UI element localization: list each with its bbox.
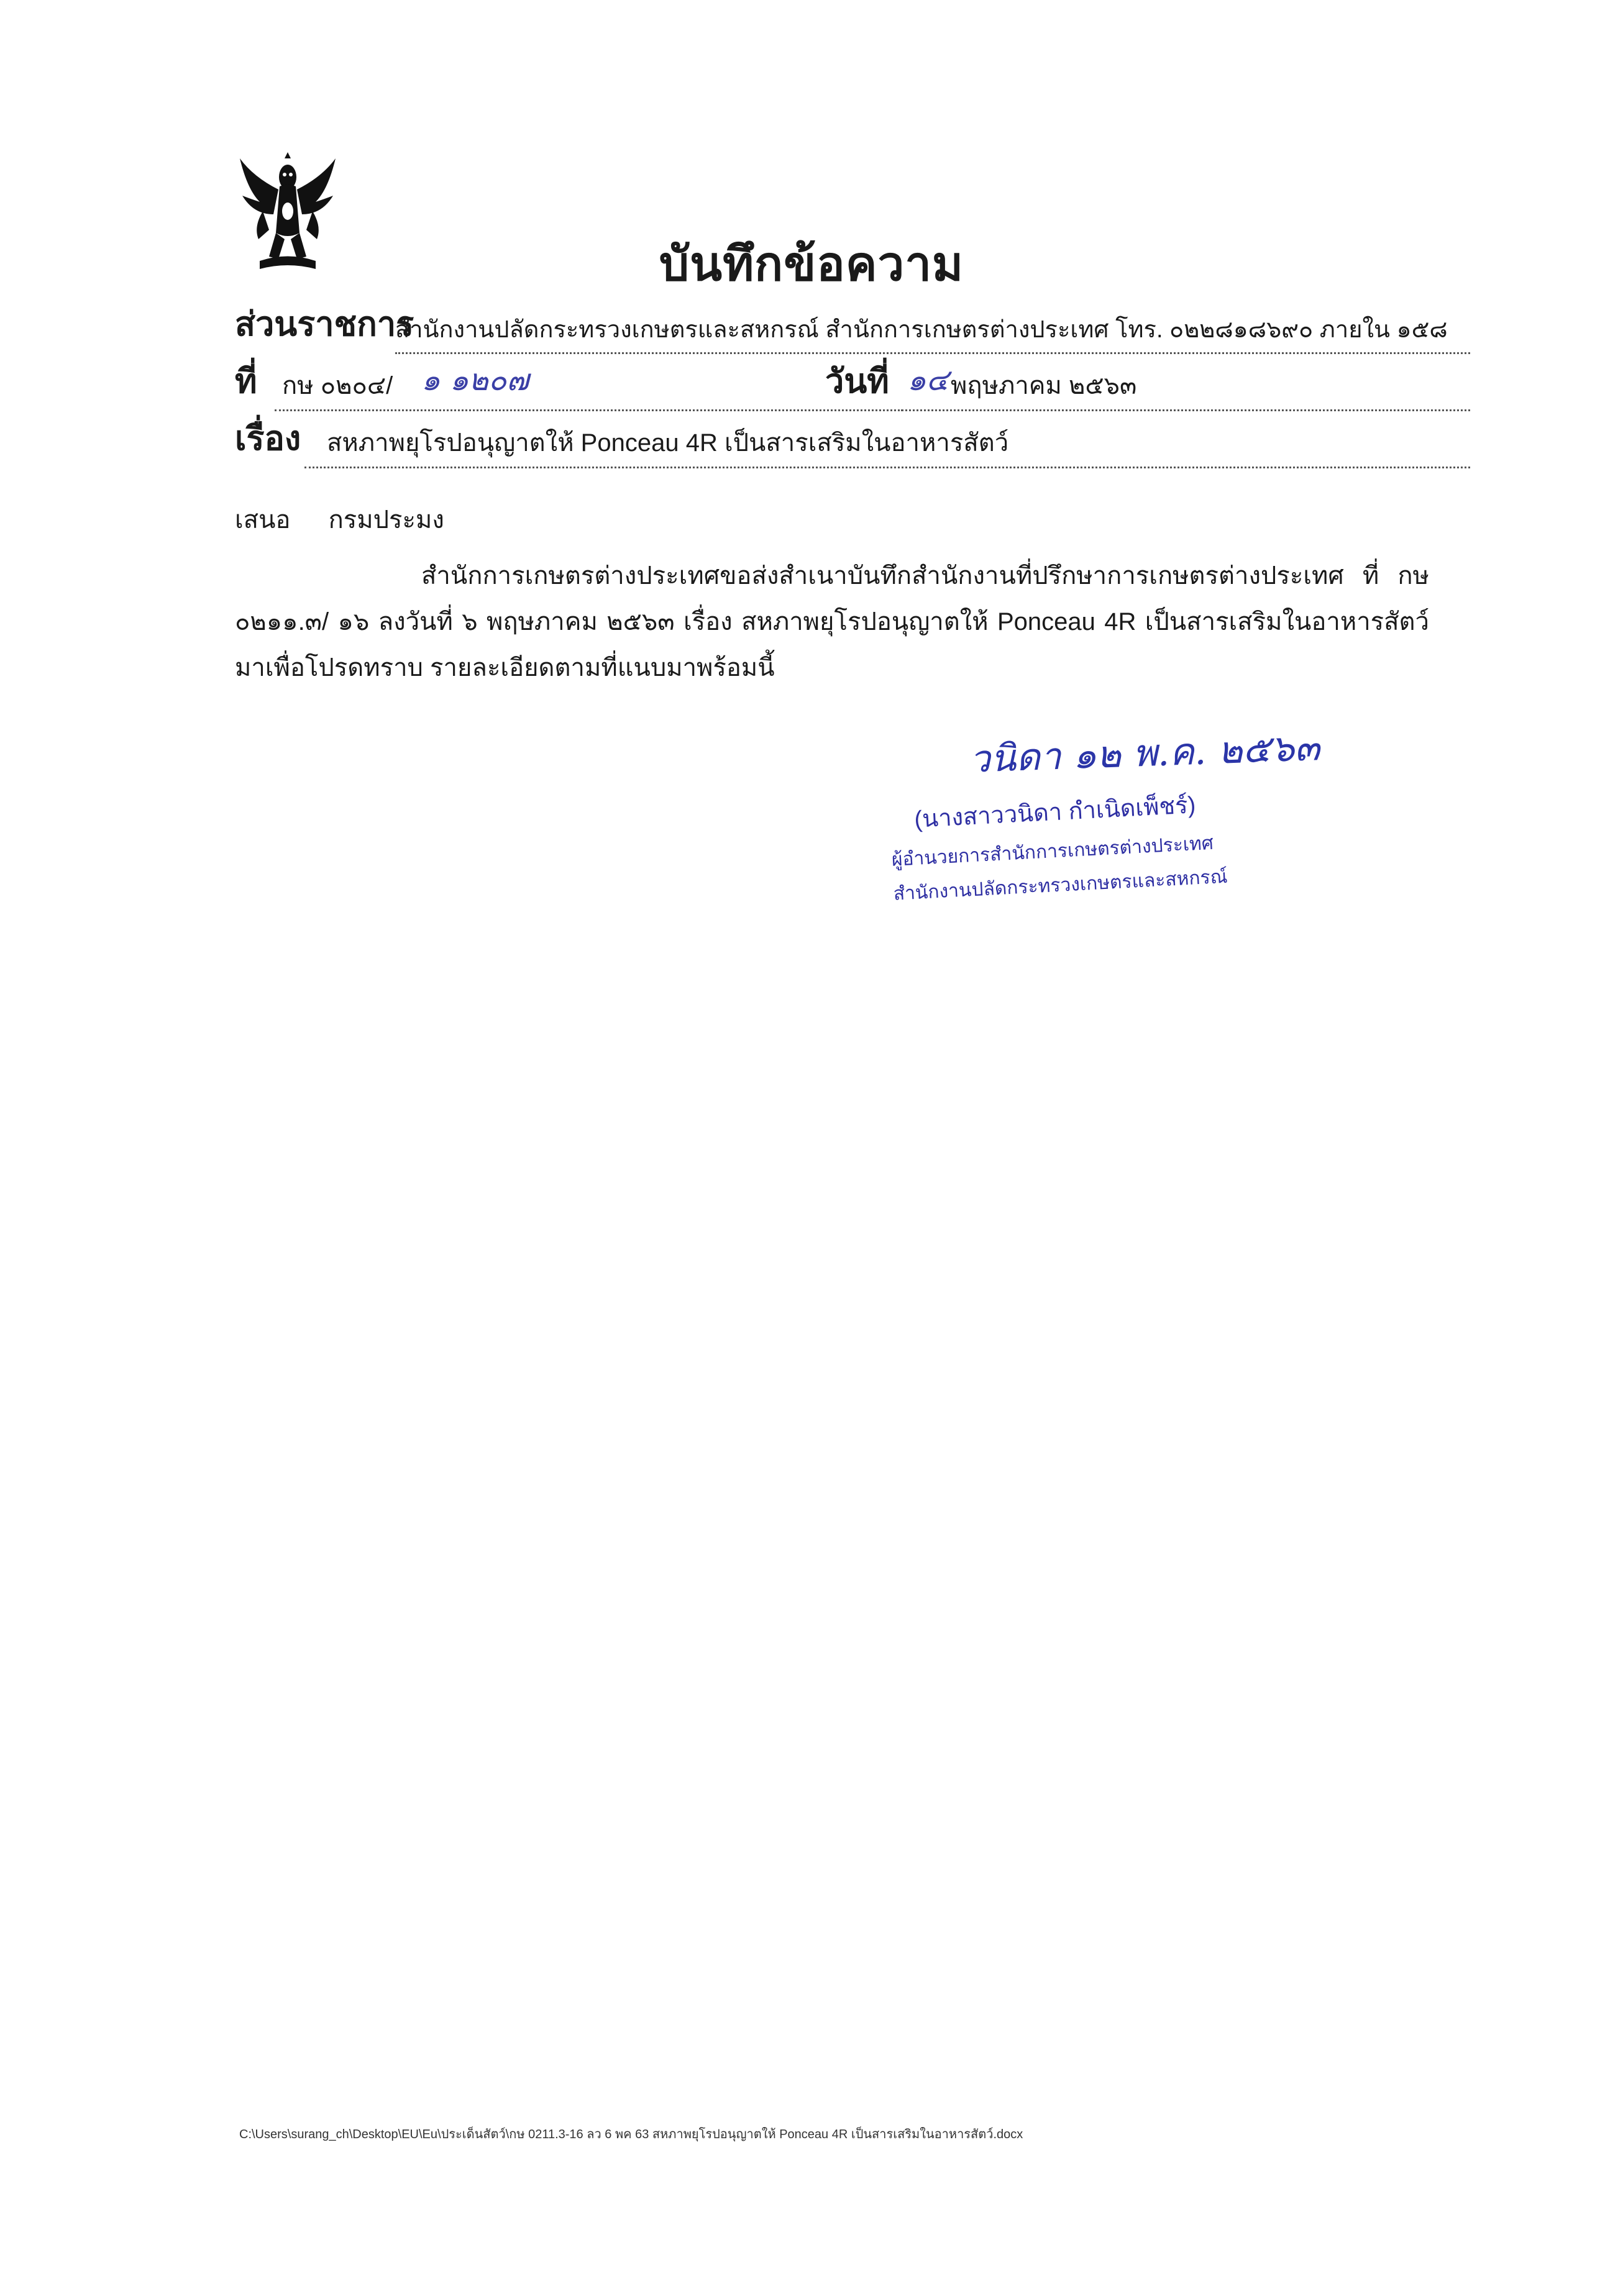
reference-label: ที่ xyxy=(235,363,257,400)
department-value: สำนักงานปลัดกระทรวงเกษตรและสหกรณ์ สำนักการเกษตรต่างประเทศ โทร. ๐๒๒๘๑๘๖๙๐ ภายใน ๑๕๘ xyxy=(395,317,1448,343)
department-label: ส่วนราชการ xyxy=(235,306,414,343)
date-dotted-line xyxy=(901,409,1470,411)
official-stamp xyxy=(889,784,1228,909)
reference-handwritten-number: ๑ ๑๒๐๗ xyxy=(421,363,529,398)
subject-dotted-line xyxy=(304,467,1470,468)
date-value: พฤษภาคม ๒๕๖๓ xyxy=(951,372,1137,399)
addressee-line xyxy=(235,497,444,543)
document-heading: บันทึกข้อความ xyxy=(659,238,964,291)
addressee-value: กรมประมง xyxy=(328,506,444,534)
department-row xyxy=(235,306,1470,354)
subject-label: เรื่อง xyxy=(235,420,301,457)
handwritten-signature: วนิดา ๑๒ พ.ค. ๒๕๖๓ xyxy=(968,726,1321,781)
reference-value: กษ ๐๒๐๔/ xyxy=(282,372,393,399)
date-label: วันที่ xyxy=(825,363,889,400)
subject-value: สหภาพยุโรปอนุญาตให้ Ponceau 4R เป็นสารเสริมในอาหารสัตว์ xyxy=(327,429,1009,457)
department-dotted-line xyxy=(395,352,1470,354)
stamp-name: (นางสาววนิดา กำเนิดเพ็ชร์) xyxy=(913,792,1197,833)
date-handwritten-day: ๑๔ xyxy=(907,363,949,398)
body-paragraph: สำนักการเกษตรต่างประเทศขอส่งสำเนาบันทึกสำนักงานที่ปรึกษาการเกษตรต่างประเทศ ที่ กษ ๐๒๑๑.๓/ ๑๖ ลงวันที่ ๖ พฤษภาคม ๒๕๖๓ เรื่อง สหภาพยุโรปอนุญาตให้ Ponceau 4R เป็นสารเสริมในอาหารสัตว์ มาเพื่อโปรดทราบ รายละเอียดตามที่แนบมาพร้อมนี้ xyxy=(235,562,1429,681)
stamp-organization: สำนักงานปลัดกระทรวงเกษตรและสหกรณ์ xyxy=(892,866,1228,904)
footer-file-path: C:\Users\surang_ch\Desktop\EU\Eu\ประเด็นสัตว์\กษ 0211.3-16 ลว 6 พค 63 สหภาพยุโรปอนุญาตให้ Ponceau 4R เป็นสารเสริมในอาหารสัตว์.docx xyxy=(239,2128,1023,2141)
subject-row xyxy=(235,420,1470,468)
addressee-label: เสนอ xyxy=(235,506,291,534)
stamp-position: ผู้อำนวยการสำนักการเกษตรต่างประเทศ xyxy=(891,832,1214,870)
reference-row xyxy=(235,363,1470,411)
